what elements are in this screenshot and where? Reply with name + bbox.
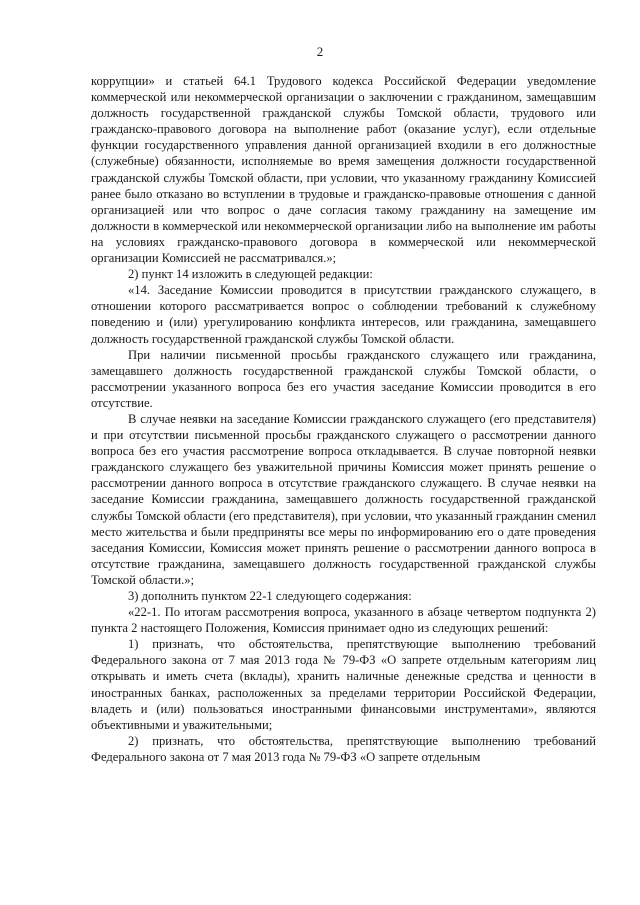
- paragraph: 2) пункт 14 изложить в следующей редакции:: [128, 267, 373, 282]
- paragraph: коррупции» и статьей 64.1 Трудового кодекса Российской Федерации уведомление коммерческой или некоммерческой организации о заключении с гражданином, замещавшим должность государственной гражданской службы Томской области, трудового или гражданско-правового договора на выполнение работ (оказание услуг), если отдельные функции государственного управления данной организацией входили в его должностные (служебные) обязанности, исполняемые во время замещения должности государственной гражданской службы Томской области, при условии, что указанному гражданину Комиссией ранее было отказано во вступлении в трудовые и гражданско-правовые отношения с данной организацией или что вопрос о даче согласия такому гражданину на замещение им должности в коммерческой или некоммерческой организации либо на выполнение им работы на условиях гражданско-правового договора в коммерческой или некоммерческой организации Комиссией не рассматривался.»;: [91, 74, 596, 266]
- paragraph: В случае неявки на заседание Комиссии гражданского служащего (его представителя) и при отсутствии письменной просьбы гражданского служащего о рассмотрении данного вопроса без его участия рассмотрение вопроса откладывается. В случае повторной неявки гражданского служащего без уважительной причины Комиссия может принять решение о рассмотрении данного вопроса в отсутствие гражданского служащего. В случае неявки на заседание Комиссии гражданина, замещавшего должность государственной гражданской службы Томской области (его представителя), при условии, что указанный гражданин сменил место жительства и были предприняты все меры по информированию его о дате проведения заседания Комиссии, Комиссия может принять решение о рассмотрении данного вопроса в отсутствие гражданина, замещавшего должность государственной гражданской службы Томской области.»;: [91, 411, 596, 587]
- paragraph: 3) дополнить пунктом 22-1 следующего содержания:: [128, 589, 412, 603]
- paragraph: «22-1. По итогам рассмотрения вопроса, указанного в абзаце четвертом подпункта 2) пункта 2 настоящего Положения, Комиссия принимает одно из следующих решений:: [91, 605, 596, 636]
- paragraph: При наличии письменной просьбы гражданского служащего или гражданина, замещавшего должность государственной гражданской службы Томской области, о рассмотрении указанного вопроса без его участия заседание Комиссии проводится в его отсутствие.: [91, 347, 596, 410]
- paragraph: «14. Заседание Комиссии проводится в присутствии гражданского служащего, в отношении которого рассматривается вопрос о соблюдении требований к служебному поведению и (или) урегулированию конфликта интересов, или гражданина, замещавшего должность государственной гражданской службы Томской области.: [91, 283, 596, 346]
- paragraph: 2) признать, что обстоятельства, препятствующие выполнению требований Федерального закона от 7 мая 2013 года № 79-ФЗ «О запрете отдельным: [91, 733, 596, 764]
- paragraph: 1) признать, что обстоятельства, препятствующие выполнению требований Федерального закона от 7 мая 2013 года № 79-ФЗ «О запрете отдельным категориям лиц открывать и иметь счета (вклады), хранить наличные денежные средства и ценности в иностранных банках, расположенных за пределами территории Российской Федерации, владеть и (или) пользоваться иностранными финансовыми инструментами», являются объективными и уважительными;: [91, 637, 596, 732]
- document-body: [91, 73, 596, 765]
- page-number: 2: [316, 44, 324, 59]
